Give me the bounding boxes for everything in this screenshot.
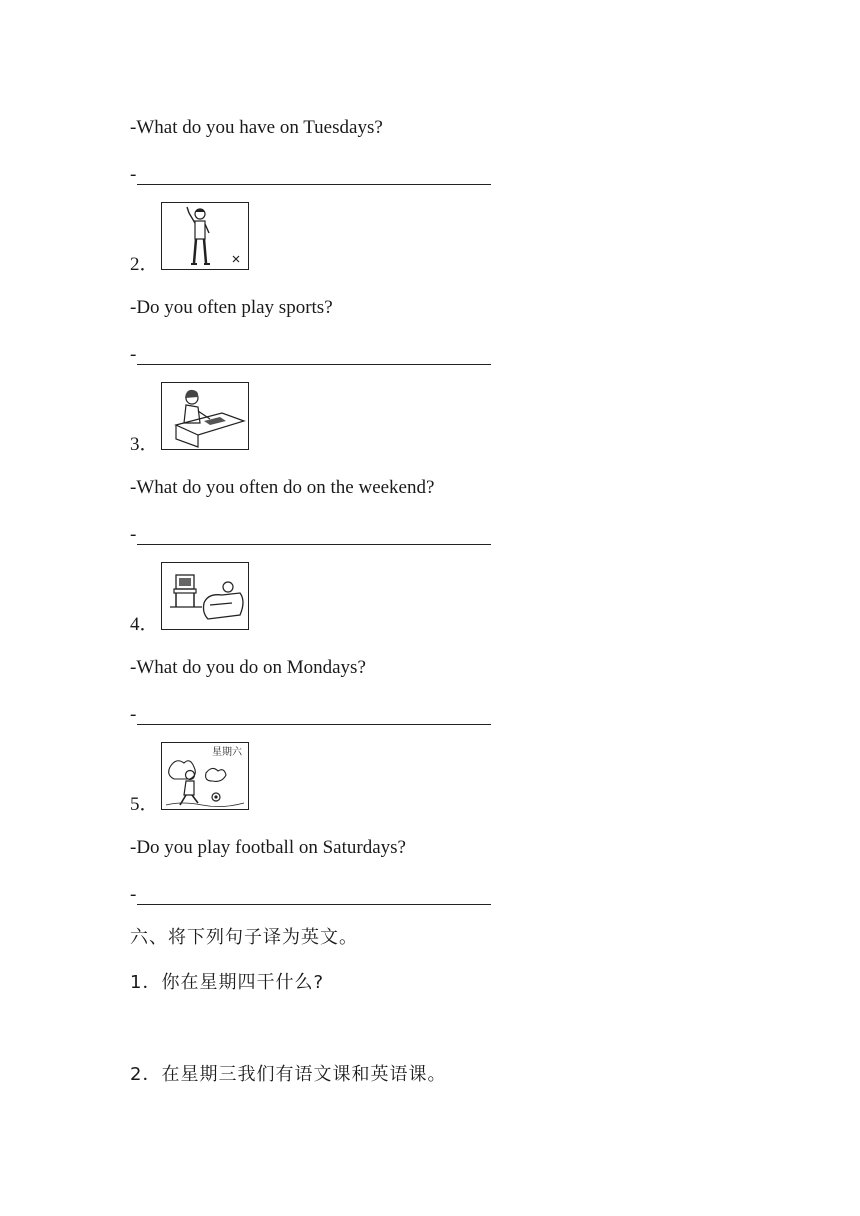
- question-1-text: -What do you have on Tuesdays?: [130, 117, 383, 138]
- child-arms-up-with-cross-icon: [161, 202, 249, 270]
- section-6-item-2: 2．在星期三我们有语文课和英语课。: [130, 1064, 447, 1085]
- question-2-number: 2．: [130, 254, 159, 275]
- section-6-item-1: 1．你在星期四干什么?: [130, 972, 325, 993]
- question-3-text: -What do you often do on the weekend?: [130, 477, 435, 498]
- question-5-number: 5．: [130, 794, 159, 815]
- answer-dash: -: [130, 524, 137, 545]
- picture-caption: 星期六: [212, 747, 242, 758]
- answer-dash: -: [130, 164, 137, 185]
- question-5-text: -Do you play football on Saturdays?: [130, 837, 406, 858]
- question-4-text: -What do you do on Mondays?: [130, 657, 366, 678]
- question-4-number: 4．: [130, 614, 159, 635]
- section-6-heading: 六、将下列句子译为英文。: [130, 927, 358, 948]
- question-3-number: 3．: [130, 434, 159, 455]
- person-on-sofa-watching-tv-icon: [161, 562, 249, 630]
- question-2-text: -Do you often play sports?: [130, 297, 333, 318]
- girl-reading-at-desk-icon: [161, 382, 249, 450]
- answer-dash: -: [130, 344, 137, 365]
- answer-dash: -: [130, 704, 137, 725]
- boy-playing-football-icon: [161, 742, 249, 810]
- answer-dash: -: [130, 884, 137, 905]
